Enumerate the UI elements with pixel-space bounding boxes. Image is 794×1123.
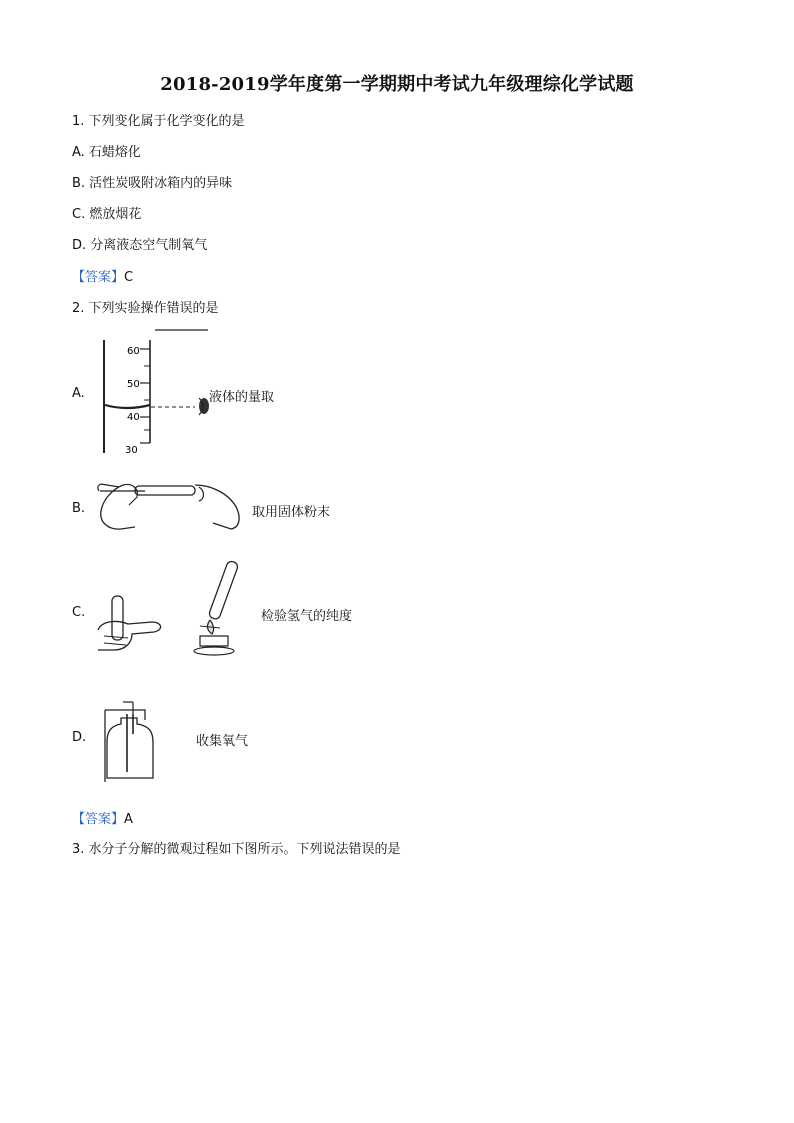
tick-label-30: 30 — [125, 445, 138, 456]
q2-option-b-caption: 取用固体粉末 — [252, 505, 331, 520]
gas-bottle-icon — [107, 718, 153, 778]
q1-stem: 1. 下列变化属于化学变化的是 — [72, 114, 245, 129]
hand-icon — [98, 622, 161, 650]
test-tube-icon — [112, 596, 123, 640]
q3-stem: 3. 水分子分解的微观过程如下图所示。下列说法错误的是 — [72, 842, 401, 857]
q2-answer-tag: 【答案】 — [72, 812, 125, 827]
tick-label-60: 60 — [127, 346, 140, 357]
tick-label-40: 40 — [127, 412, 140, 423]
q2-option-c-letter: C. — [72, 605, 86, 620]
q2-answer-value: A — [124, 812, 133, 827]
page-title: 2018-2019学年度第一学期期中考试九年级理综化学试题 — [160, 74, 634, 95]
q1-option-b: B. 活性炭吸附冰箱内的异味 — [72, 176, 233, 191]
q2-answer — [72, 808, 133, 827]
oxygen-collection-figure — [95, 694, 185, 786]
q2-option-a-caption: 液体的量取 — [209, 390, 275, 405]
cylinder-reading-figure — [95, 325, 225, 460]
tick-label-50: 50 — [127, 379, 140, 390]
q2-option-b-letter: B. — [72, 501, 86, 516]
q2-stem: 2. 下列实验操作错误的是 — [72, 301, 219, 316]
q1-option-d: D. 分离液态空气制氧气 — [72, 238, 208, 253]
q2-option-d-letter: D. — [72, 730, 87, 745]
q2-option-d-caption: 收集氧气 — [196, 734, 249, 749]
q1-answer-value: C — [124, 270, 134, 285]
q1-answer-tag: 【答案】 — [72, 270, 125, 285]
q1-answer — [72, 266, 133, 285]
q2-option-a-letter: A. — [72, 386, 85, 401]
hydrogen-test-figure — [92, 558, 252, 663]
q1-option-c: C. 燃放烟花 — [72, 207, 142, 222]
right-hand-icon — [195, 485, 239, 529]
q1-option-a: A. 石蜡熔化 — [72, 145, 141, 160]
q2-option-c-caption: 检验氢气的纯度 — [261, 609, 353, 624]
alcohol-lamp-icon — [200, 636, 228, 646]
powder-taking-figure — [95, 475, 245, 535]
